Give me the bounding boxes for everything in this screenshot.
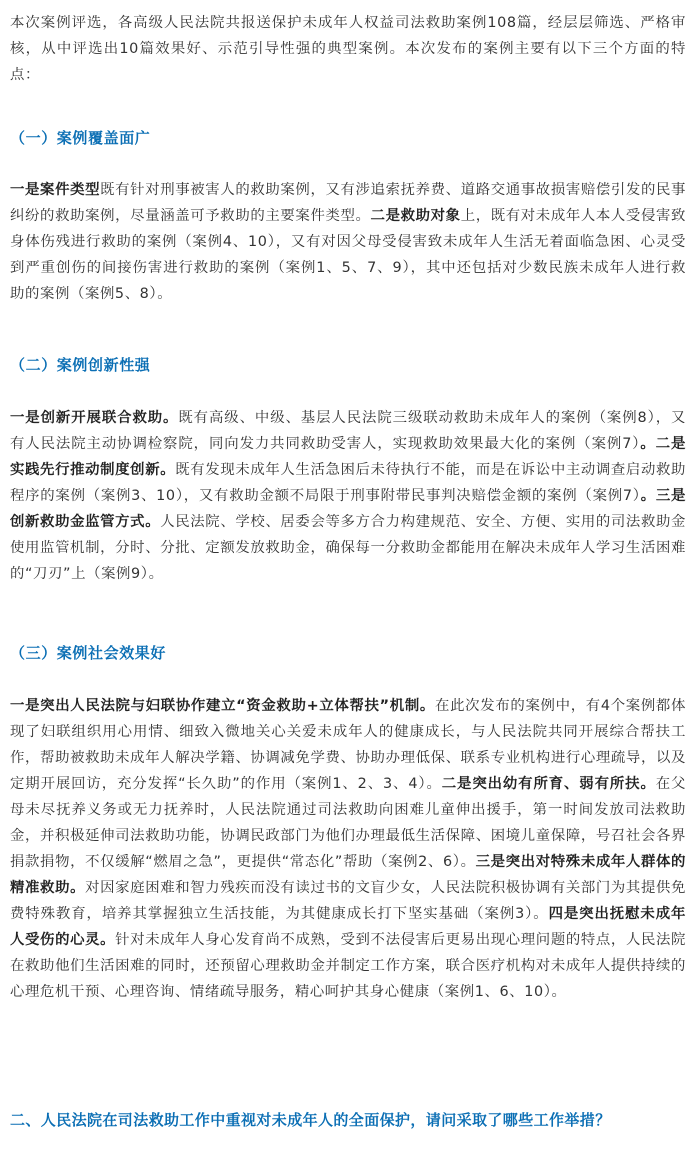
section2-paragraph [10, 405, 686, 587]
section-heading-coverage: （一）案例覆盖面广 [10, 129, 151, 147]
section2-point3-lead: 。三是创新救助金监管方式。 [10, 488, 686, 530]
section2-point2-lead: 。二是实践先行推动制度创新。 [10, 436, 686, 478]
section-heading-social-effect: （三）案例社会效果好 [10, 644, 167, 662]
section2-point1-text: 既有高级、中级、基层人民法院三级联动救助未成年人的案例（案例8），又有人民法院主动协调检察院，同向发力共同救助受害人，实现救助效果最大化的案例（案例7） [10, 410, 686, 452]
section3-point4-lead: 四是突出抚慰未成年人受伤的心灵。 [10, 906, 686, 948]
section2-point2-text: 既有发现未成年人生活急困后未待执行不能，而是在诉讼中主动调查启动救助程序的案例（案例3、10），又有救助金额不局限于刑事附带民事判决赔偿金额的案例（案例7） [10, 462, 686, 504]
intro-paragraph [10, 10, 686, 88]
section3-point3-lead: 三是突出对特殊未成年人群体的精准救助。 [10, 854, 686, 896]
section2-point3-text: 人民法院、学校、居委会等多方合力构建规范、安全、方便、实用的司法救助金使用监管机制，分时、分批、定额发放救助金，确保每一分救助金都能用在解决未成年人学习生活困难的“刀刃”上（案例9）。 [10, 514, 686, 582]
intro-text: 本次案例评选，各高级人民法院共报送保护未成年人权益司法救助案例108篇，经层层筛选、严格审核，从中评选出10篇效果好、示范引导性强的典型案例。本次发布的案例主要有以下三个方面的特点： [10, 15, 686, 83]
section3-point2-lead: 二是突出幼有所育、弱有所扶。 [441, 776, 656, 792]
section3-point1-text: 在此次发布的案例中，有4个案例都体现了妇联组织用心用情、细致入微地关心关爱未成年人的健康成长，与人民法院共同开展综合帮扶工作，帮助被救助未成年人解决学籍、协调减免学费、协助办理低保、联系专业机构进行心理疏导，以及定期开展回访，充分发挥“长久助”的作用（案例1、2、3、4）。 [10, 698, 686, 792]
section3-point4-text: 针对未成年人身心发育尚不成熟，受到不法侵害后更易出现心理问题的特点，人民法院在救助他们生活困难的同时，还预留心理救助金并制定工作方案，联合医疗机构对未成年人提供持续的心理危机干预、心理咨询、情绪疏导服务，精心呵护其身心健康（案例1、6、10）。 [10, 932, 687, 1000]
section2-point1-lead: 一是创新开展联合救助。 [10, 410, 179, 426]
section1-point1-lead: 一是案件类型 [10, 182, 101, 198]
section1-point1-text: 既有针对刑事被害人的救助案例，又有涉追索抚养费、道路交通事故损害赔偿引发的民事纠纷的救助案例，尽量涵盖可予救助的主要案件类型。 [10, 182, 686, 224]
section1-paragraph [10, 177, 686, 307]
section1-point2-text: 上，既有对未成年人本人受侵害致身体伤残进行救助的案例（案例4、10），又有对因父母受侵害致未成年人生活无着面临急困、心灵受到严重创伤的间接伤害进行救助的案例（案例1、5、7、9），其中还包括对少数民族未成年人进行救助的案例（案例5、8）。 [10, 208, 686, 302]
section1-point2-lead: 二是救助对象 [370, 208, 461, 224]
question2-heading: 二、人民法院在司法救助工作中重视对未成年人的全面保护，请问采取了哪些工作举措？ [10, 1111, 611, 1129]
section-heading-innovation: （二）案例创新性强 [10, 356, 151, 374]
section3-paragraph [10, 693, 686, 1005]
section3-point3-text: 对因家庭困难和智力残疾而没有读过书的文盲少女，人民法院积极协调有关部门为其提供免费特殊教育，培养其掌握独立生活技能，为其健康成长打下坚实基础（案例3）。 [10, 880, 686, 922]
section3-point1-lead: 一是突出人民法院与妇联协作建立“资金救助+立体帮扶”机制。 [10, 698, 436, 714]
section3-point2-text: 在父母未尽抚养义务或无力抚养时，人民法院通过司法救助向困难儿童伸出援手，第一时间发放司法救助金，并积极延伸司法救助功能，协调民政部门为他们办理最低生活保障、困境儿童保障，号召社会各界捐款捐物，不仅缓解“燃眉之急”，更提供“常态化”帮助（案例2、6）。 [10, 776, 687, 870]
